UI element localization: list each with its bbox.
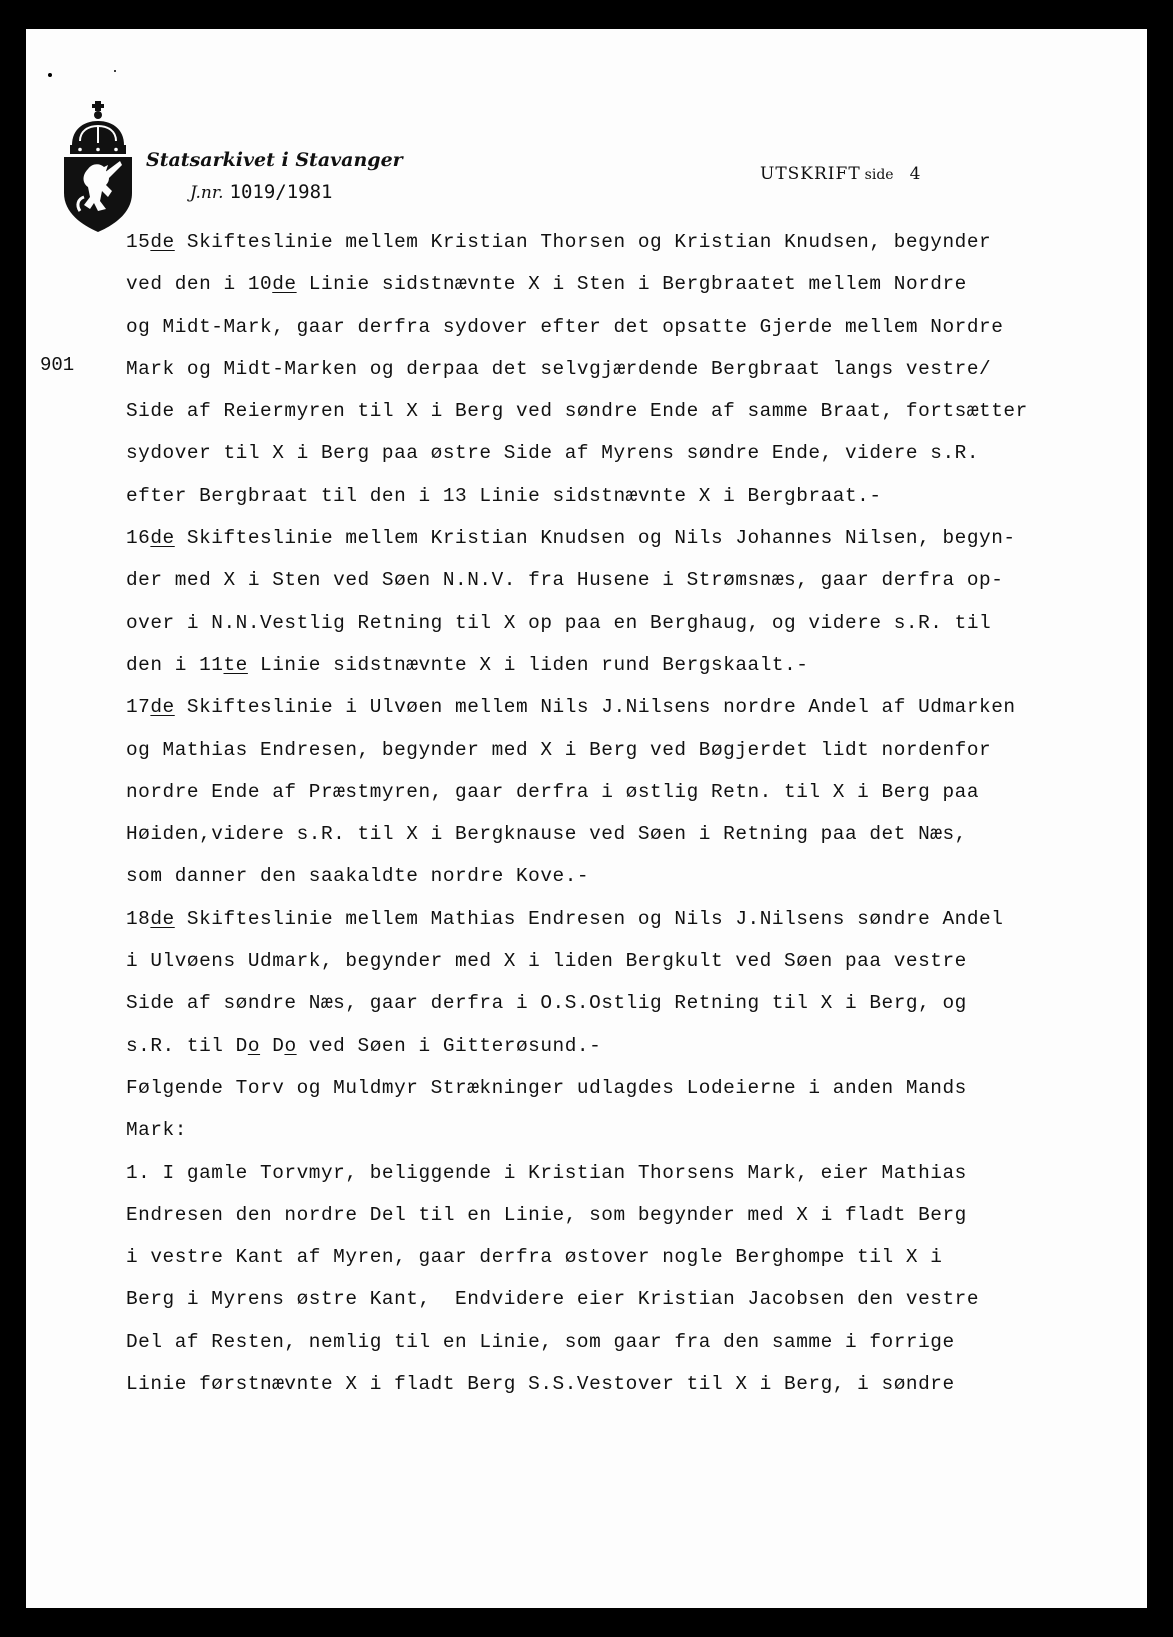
margin-note: 901	[40, 354, 75, 376]
line-text: Skifteslinie i Ulvøen mellem Nils J.Nilsens nordre Andel af Udmarken	[174, 696, 1016, 719]
underlined-suffix: o	[247, 1034, 261, 1057]
text-line	[126, 390, 1028, 432]
line-text: 15	[126, 231, 151, 253]
journal-number-value: 1019/1981	[229, 181, 333, 203]
text-line	[126, 1278, 1028, 1320]
text-line	[126, 306, 1028, 348]
line-text: Skifteslinie mellem Kristian Thorsen og Kristian Knudsen, begynder	[174, 231, 992, 253]
line-text: Side af Reiermyren til X i Berg ved søndre Ende af samme Braat, fortsætter	[126, 400, 1028, 423]
line-text: s.R. til D	[126, 1034, 248, 1057]
archive-name: Statsarkivet i Stavanger	[146, 149, 403, 171]
side-label: side	[864, 167, 894, 183]
text-line	[126, 1067, 1028, 1109]
text-line	[126, 1025, 1028, 1067]
line-text: Linie sidstnævnte X i Sten i Bergbraatet mellem Nordre	[296, 273, 967, 296]
text-line	[126, 559, 1028, 601]
line-text: i vestre Kant af Myren, gaar derfra østover nogle Berghompe til X i	[126, 1246, 943, 1269]
line-text: Høiden,videre s.R. til X i Bergknause ved Søen i Retning paa det Næs,	[126, 823, 967, 846]
line-text: og Midt-Mark, gaar derfra sydover efter det opsatte Gjerde mellem Nordre	[126, 315, 1004, 338]
line-text: nordre Ende af Præstmyren, gaar derfra i østlig Retn. til X i Berg paa	[126, 780, 980, 803]
line-text: D	[260, 1034, 285, 1057]
document-page	[26, 29, 1147, 1608]
text-line	[126, 940, 1028, 982]
line-text: 16	[126, 527, 151, 550]
text-line	[126, 855, 1028, 897]
line-text: 17	[126, 696, 151, 719]
line-text: Side af søndre Næs, gaar derfra i O.S.Ostlig Retning til X i Berg, og	[126, 992, 967, 1015]
document-body	[126, 221, 1028, 1405]
transcript-page-header	[760, 164, 921, 184]
scan-speck	[114, 70, 116, 72]
underlined-suffix: de	[150, 231, 175, 253]
line-text: ved Søen i Gitterøsund.-	[296, 1034, 602, 1057]
text-line	[126, 263, 1028, 305]
line-text: 18	[126, 907, 151, 930]
underlined-suffix: te	[223, 653, 248, 676]
line-text: efter Bergbraat til den i 13 Linie sidstnævnte X i Bergbraat.-	[126, 484, 882, 507]
line-text: der med X i Sten ved Søen N.N.V. fra Husene i Strømsnæs, gaar derfra op-	[126, 569, 1004, 592]
line-text: i Ulvøens Udmark, begynder med X i liden Bergkult ved Søen paa vestre	[126, 950, 967, 973]
underlined-suffix: o	[284, 1034, 297, 1057]
line-text: Linie sidstnævnte X i liden rund Bergskaalt.-	[247, 653, 809, 676]
line-text: Skifteslinie mellem Mathias Endresen og Nils J.Nilsens søndre Andel	[174, 907, 1004, 930]
line-text: Linie førstnævnte X i fladt Berg S.S.Vestover til X i Berg, i søndre	[126, 1373, 955, 1396]
text-line	[126, 1236, 1028, 1278]
text-line	[126, 686, 1028, 728]
line-text: Mark og Midt-Marken og derpaa det selvgjærdende Bergbraat langs vestre/	[126, 357, 992, 380]
line-text: ved den i 10	[126, 273, 273, 296]
text-line	[126, 348, 1028, 390]
transcript-label: UTSKRIFT	[760, 164, 861, 184]
text-line	[126, 1109, 1028, 1151]
line-text: Endresen den nordre Del til en Linie, som begynder med X i fladt Berg	[126, 1203, 967, 1226]
line-text: Følgende Torv og Muldmyr Strækninger udlagdes Lodeierne i anden Mands	[126, 1076, 967, 1099]
text-line	[126, 602, 1028, 644]
line-text: og Mathias Endresen, begynder med X i Berg ved Bøgjerdet lidt nordenfor	[126, 738, 992, 761]
line-text: Berg i Myrens østre Kant, Endvidere eier Kristian Jacobsen den vestre	[126, 1288, 980, 1311]
text-line	[126, 771, 1028, 813]
underlined-suffix: de	[150, 696, 175, 719]
text-line	[126, 644, 1028, 686]
line-text: Mark:	[126, 1119, 187, 1142]
text-line	[126, 517, 1028, 559]
text-line	[126, 982, 1028, 1024]
line-text: sydover til X i Berg paa østre Side af Myrens søndre Ende, videre s.R.	[126, 442, 980, 465]
text-line	[126, 898, 1028, 940]
journal-number-row	[190, 181, 332, 203]
line-text: den i 11	[126, 653, 224, 676]
text-line	[126, 1363, 1028, 1405]
line-text: Skifteslinie mellem Kristian Knudsen og Nils Johannes Nilsen, begyn-	[174, 527, 1016, 550]
text-line	[126, 221, 1028, 263]
text-line	[126, 729, 1028, 771]
text-line	[126, 813, 1028, 855]
text-line	[126, 475, 1028, 517]
text-line	[126, 1152, 1028, 1194]
underlined-suffix: de	[150, 527, 175, 550]
journal-number-label: J.nr.	[190, 183, 224, 203]
underlined-suffix: de	[150, 907, 175, 930]
text-line	[126, 1321, 1028, 1363]
line-text: som danner den saakaldte nordre Kove.-	[126, 865, 590, 888]
underlined-suffix: de	[272, 273, 297, 296]
line-text: over i N.N.Vestlig Retning til X op paa en Berghaug, og videre s.R. til	[126, 611, 992, 634]
text-line	[126, 432, 1028, 474]
page-number: 4	[909, 164, 922, 184]
scan-speck	[48, 73, 52, 77]
text-line	[126, 1194, 1028, 1236]
norwegian-coat-of-arms-icon	[62, 101, 134, 233]
line-text: Del af Resten, nemlig til en Linie, som gaar fra den samme i forrige	[126, 1330, 955, 1353]
line-text: 1. I gamle Torvmyr, beliggende i Kristian Thorsens Mark, eier Mathias	[126, 1161, 967, 1184]
